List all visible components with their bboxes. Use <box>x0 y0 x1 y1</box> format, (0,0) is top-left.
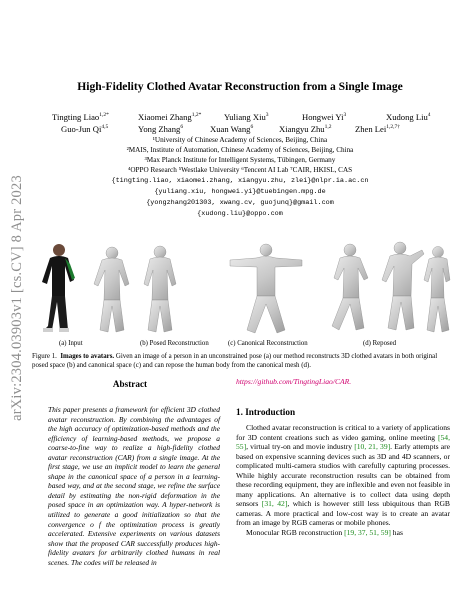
subfigure-label: (c) Canonical Reconstruction <box>228 340 308 347</box>
subfigure-label: (b) Posed Reconstruction <box>140 340 209 347</box>
email-line: {tingting.liao, xiaomei.zhang, xiangyu.zhu, zlei}@nlpr.ia.ac.cn <box>111 177 369 185</box>
author: Yuliang Xiu$^3$ <box>224 112 269 122</box>
citation-link[interactable]: [10, 21, 39] <box>354 442 391 452</box>
email-line: {xudong.liu}@oppo.com <box>197 210 283 218</box>
author: Xuan Wang$^6$ <box>210 124 254 134</box>
introduction-heading: 1. Introduction <box>236 407 296 417</box>
abstract-link[interactable]: https://github.com/TingtingLiao/CAR. <box>236 377 352 386</box>
author: Xudong Liu$^4$ <box>386 112 431 122</box>
affiliation: ²MAIS, Institute of Automation, Chinese Academy of Sciences, Beijing, China <box>126 146 354 154</box>
citation-link[interactable]: [19, 37, 51, 59] <box>344 528 391 538</box>
email-line: {yongzhang201303, xwang.cv, guojunq}@gmail.com <box>146 199 334 207</box>
affiliation: ⁴OPPO Research ⁵Westlake University ⁶Tencent AI Lab ⁷CAIR, HKISL, CAS <box>127 166 353 174</box>
canonical-reconstruction-mesh <box>230 244 302 333</box>
figure-images <box>32 240 452 340</box>
input-photo <box>42 244 75 332</box>
abstract-body: This paper presents a framework for efficient 3D clothed avatar reconstruction. By combining the advantages of the high accuracy of optimization-based methods and the efficiency of learning-based methods, we propose a coarse-to-fine way to realize a high-fidelity clothed avatar reconstruction (CAR) from a single image. At the first stage, we use an implicit model to learn the general shape in the canonical space of a person in a learning-based way, and at the second stage, we refine the surface detail by estimating the non-rigid deformation in the posed space in an optimization way. A hyper-network is utilized to generate a good initialization so that the convergence o f the optimization process is greatly accelerated. Extensive experiments on various datasets show that the proposed CAR successfully produces high-fidelity avatars for arbitrarily clothed humans in real scenes. The codes will be released in <box>48 405 220 567</box>
author: Xiaomei Zhang$^{1,2*}$ <box>138 112 202 122</box>
author: Tingting Liao$^{1,2*}$ <box>52 112 109 122</box>
figure-caption: Figure 1. Images to avatars. Given an image of a person in an unconstrained pose (a) our method reconstructs 3D clothed avatars in both original posed space (b) and canonical space (c) and can repose the human body from the canonical mesh (d). <box>32 353 438 369</box>
email-line: {yuliang.xiu, hongwei.yi}@tuebingen.mpg.de <box>154 188 326 196</box>
paragraph: Clothed avatar reconstruction is critical to a variety of applications for 3D content creations such as video gaming, online meeting [54, 55], virtual try-on and movie industry [10, 21, 39]. Early attempts are based on expensive scanning devices such as 3D and 4D scanners, or complicated multi-camera studios with carefully capturing processes. While highly accurate reconstruction results can be obtained from these recording equipment, they are inflexible and even not feasible in many applications. An alternative is to collect data using depth sensors [31, 42], which is however still less ubiquitous than RGB cameras. A more practical and low-cost way is to create an avatar from an image by RGB cameras or mobile phones. <box>236 423 450 528</box>
affiliation: ¹University of Chinese Academy of Sciences, Beijing, China <box>152 136 328 144</box>
arxiv-stamp: arXiv:2304.03903v1 [cs.CV] 8 Apr 2023 <box>9 175 25 421</box>
paper-title: High-Fidelity Clothed Avatar Reconstruction from a Single Image <box>77 80 403 93</box>
introduction-body <box>236 423 450 538</box>
abstract-heading: Abstract <box>112 379 148 389</box>
subfigure-label: (a) Input <box>59 340 83 347</box>
author: Zhen Lei$^{1,2,7\dagger}$ <box>355 124 401 134</box>
author: Guo-Jun Qi$^{4,5}$ <box>61 124 109 134</box>
citation-link[interactable]: [31, 42] <box>261 499 288 509</box>
teaser-figure <box>32 240 452 340</box>
author: Xiangyu Zhu$^{1,2}$ <box>279 124 332 134</box>
reposed-mesh <box>332 242 450 332</box>
subfigure-label: (d) Reposed <box>363 340 397 347</box>
author: Yong Zhang$^6$ <box>138 124 184 134</box>
citation-link[interactable]: [54, 55] <box>236 432 450 452</box>
author: Hongwei Yi$^3$ <box>302 112 347 122</box>
affiliation: ³Max Planck Institute for Intelligent Systems, Tübingen, Germany <box>144 156 336 164</box>
paragraph: Monocular RGB reconstruction [19, 37, 51, 59] has <box>246 528 403 538</box>
posed-reconstruction-mesh <box>94 246 176 332</box>
